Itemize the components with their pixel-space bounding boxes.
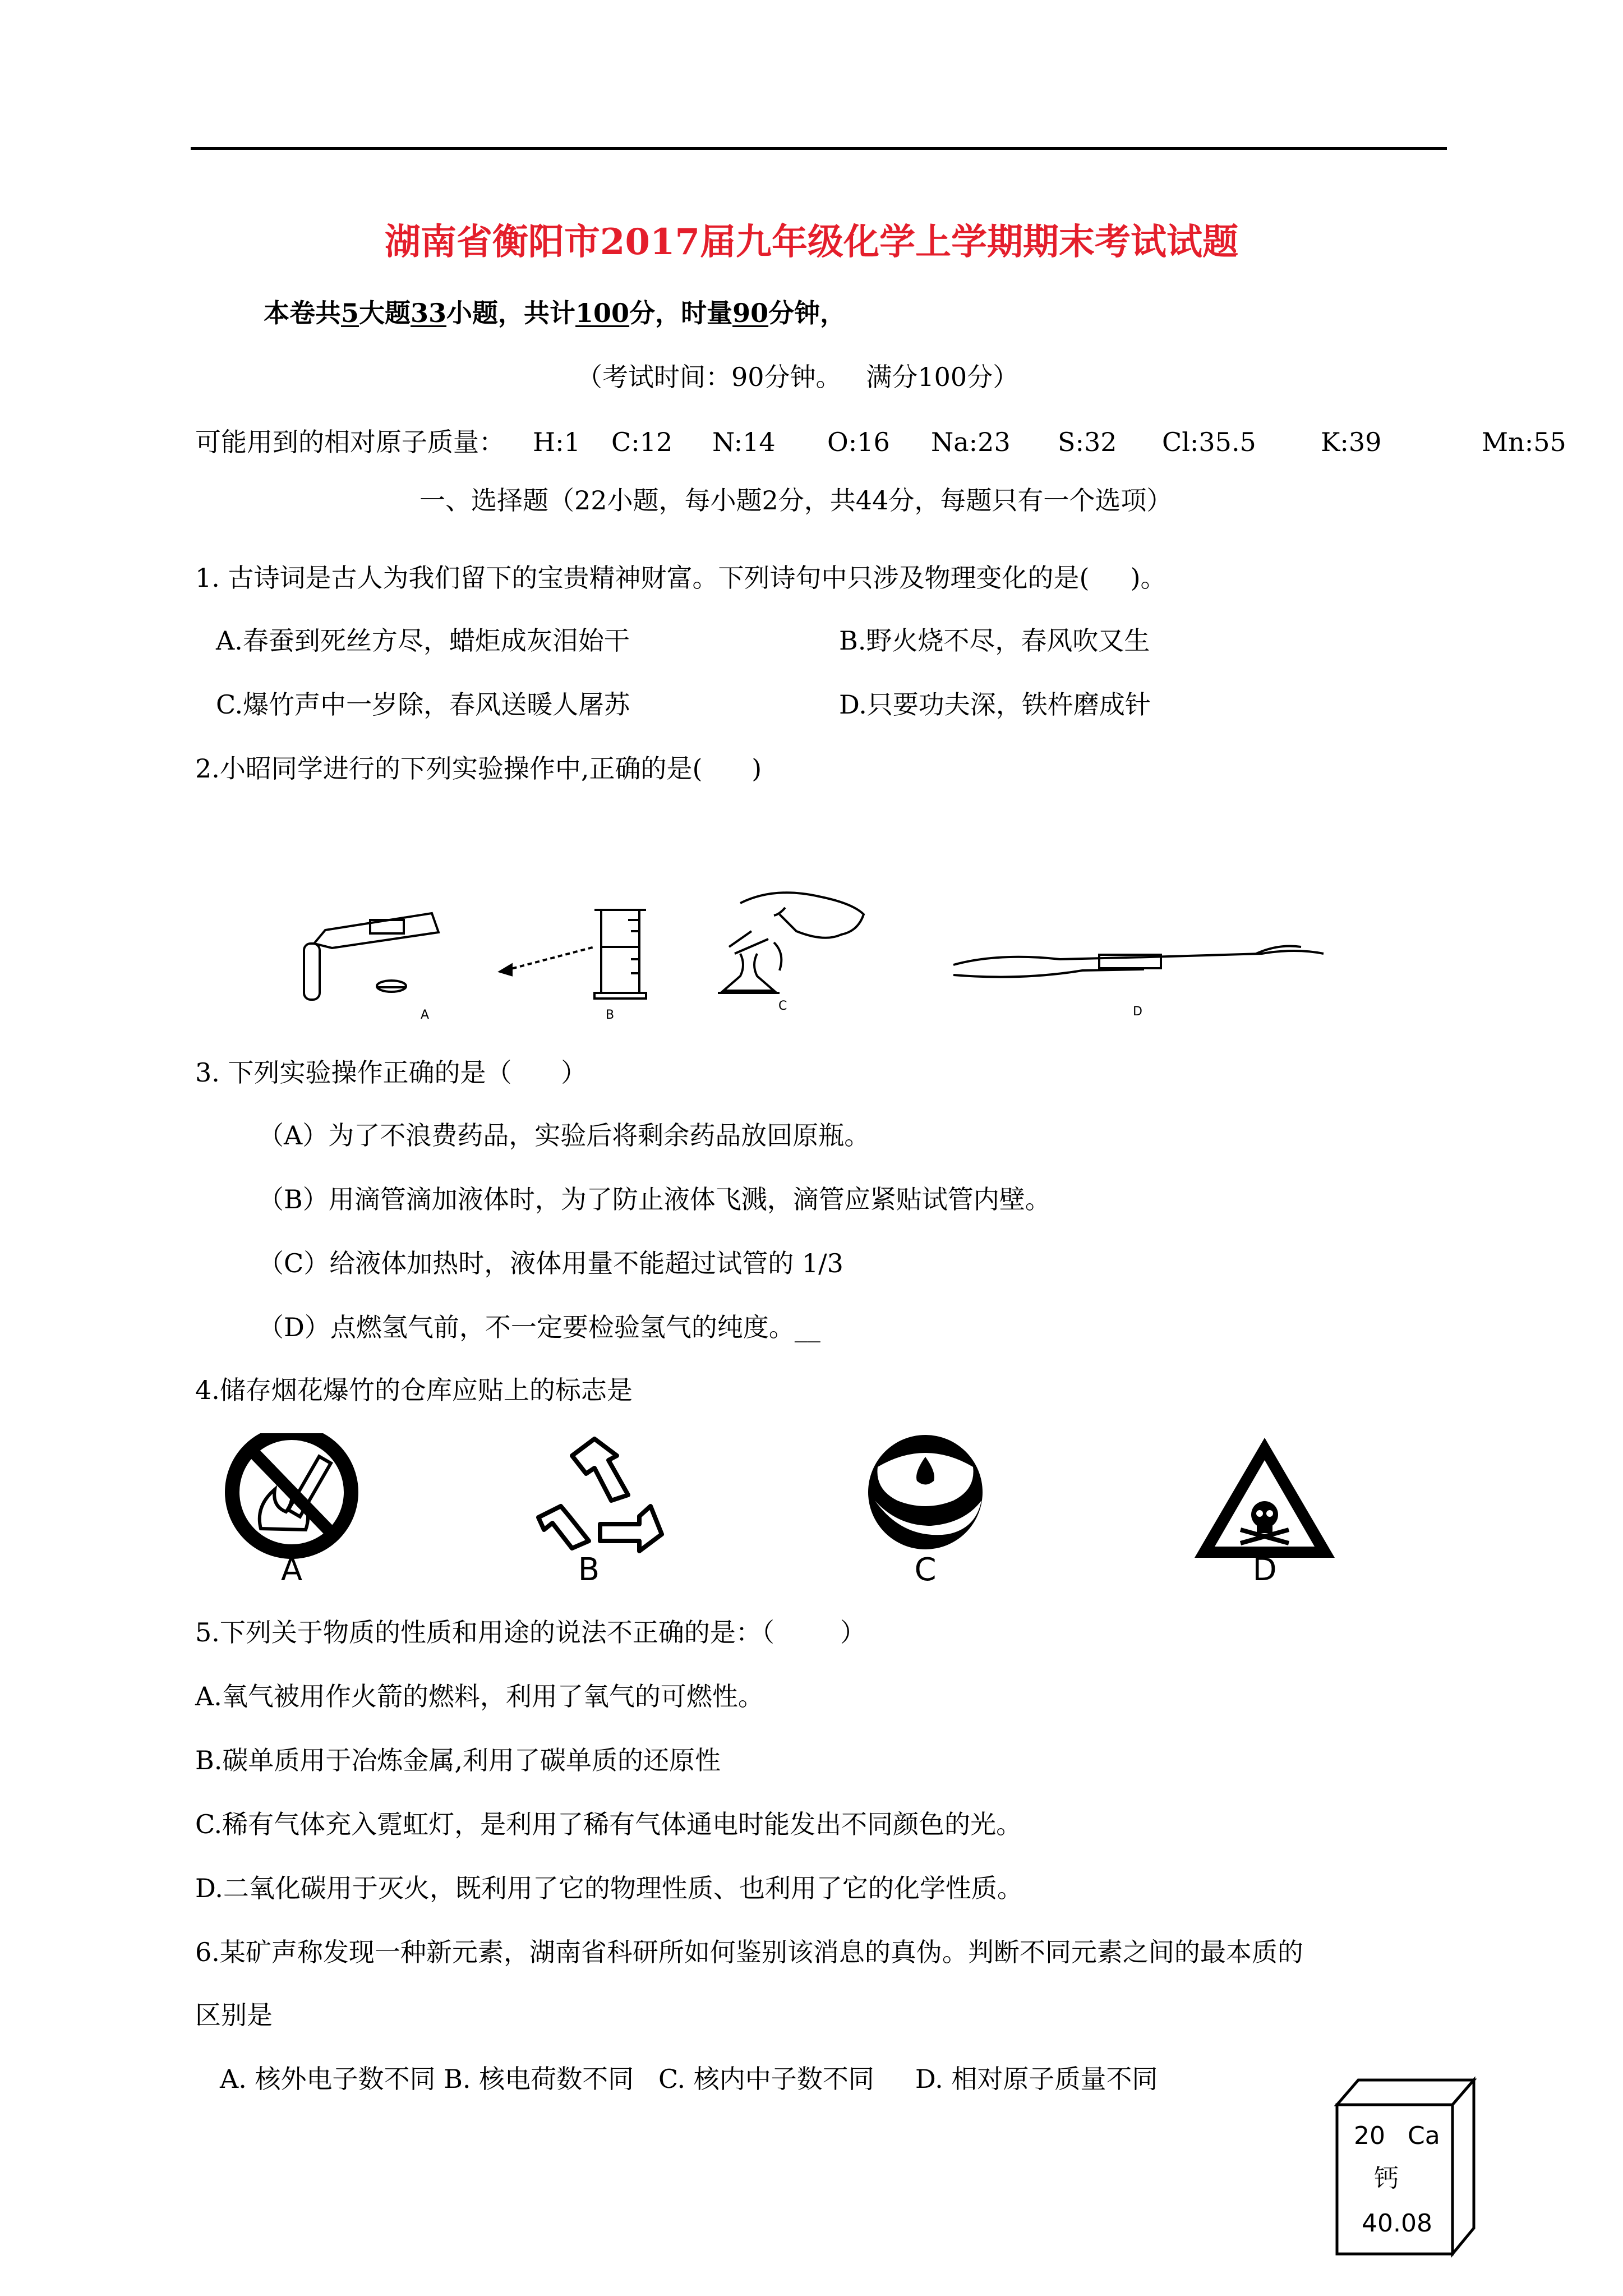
intro-text: 小题，共计 <box>446 298 576 328</box>
q1-option-c: C.爆竹声中一岁除，春风送暖人屠苏 <box>216 689 630 720</box>
header-rule <box>191 147 1447 150</box>
atomic-masses-label: 可能用到的相对原子质量： <box>195 427 505 457</box>
safety-signs-figure <box>202 1433 1346 1585</box>
q3-option-b: （B）用滴管滴加液体时，为了防止液体飞溅，滴管应紧贴试管内壁。 <box>258 1184 1051 1214</box>
page-title: 湖南省衡阳市2017届九年级化学上学期期末考试试题 <box>384 221 1239 263</box>
figure-b-cylinder <box>500 909 646 999</box>
exam-info: （考试时间：90分钟。 满分100分） <box>577 362 1019 392</box>
mass-c: C:12 <box>611 427 673 457</box>
q3-option-c: （C）给液体加热时，液体用量不能超过试管的 1/3 <box>258 1248 843 1278</box>
mass-mn: Mn:55 <box>1482 427 1566 457</box>
q6-stem-line2: 区别是 <box>195 2000 273 2030</box>
q3-option-a: （A）为了不浪费药品，实验后将剩余药品放回原瓶。 <box>258 1120 870 1151</box>
intro-num: 5 <box>341 298 359 328</box>
sign-label-b: B <box>578 1552 600 1585</box>
toxic-sign-icon <box>1195 1438 1335 1585</box>
mass-h: H:1 <box>533 427 580 457</box>
mass-cl: Cl:35.5 <box>1162 427 1256 457</box>
element-card <box>1329 2076 1486 2261</box>
figure-c-smelling <box>718 892 864 993</box>
q3-stem: 3. 下列实验操作正确的是（ ） <box>195 1057 587 1088</box>
intro-num: 90 <box>732 298 769 328</box>
q3-option-d: （D）点燃氢气前，不一定要检验氢气的纯度。__ <box>258 1312 820 1342</box>
q5-option-b: B.碳单质用于冶炼金属,利用了碳单质的还原性 <box>195 1745 721 1775</box>
figure-a-pouring <box>304 913 439 1000</box>
intro-line <box>264 296 846 330</box>
q1-stem: 1. 古诗词是古人为我们留下的宝贵精神财富。下列诗句中只涉及物理变化的是( )。 <box>195 563 1166 593</box>
mass-s: S:32 <box>1058 427 1117 457</box>
q5-option-c: C.稀有气体充入霓虹灯，是利用了稀有气体通电时能发出不同颜色的光。 <box>195 1809 1022 1839</box>
q1-option-b: B.野火烧不尽，春风吹又生 <box>839 625 1150 656</box>
intro-text: 大题 <box>359 298 411 328</box>
q4-stem: 4.储存烟花爆竹的仓库应贴上的标志是 <box>195 1375 633 1405</box>
q6-stem-line1: 6.某矿声称发现一种新元素，湖南省科研所如何鉴别该消息的真伪。判断不同元素之间的最本质的 <box>195 1937 1303 1967</box>
atomic-masses <box>195 425 505 459</box>
intro-num: 100 <box>575 298 630 328</box>
mass-k: K:39 <box>1321 427 1382 457</box>
figure-label-c: C <box>778 999 787 1013</box>
recycle-sign-icon <box>538 1439 662 1585</box>
figure-d-tube <box>953 946 1324 977</box>
mass-o: O:16 <box>827 427 890 457</box>
intro-text: 分，时量 <box>629 298 733 328</box>
figure-label-d: D <box>1133 1005 1142 1019</box>
q2-stem: 2.小昭同学进行的下列实验操作中,正确的是( ) <box>195 753 762 784</box>
figure-label-b: B <box>606 1008 615 1021</box>
intro-num: 33 <box>411 298 447 328</box>
q1-option-a: A.春蚕到死丝方尽，蜡炬成灰泪始干 <box>216 625 630 656</box>
element-mass: 40.08 <box>1362 2209 1432 2238</box>
element-number: 20 <box>1354 2122 1385 2150</box>
q5-option-a: A.氧气被用作火箭的燃料，利用了氧气的可燃性。 <box>195 1681 764 1711</box>
mass-na: Na:23 <box>931 427 1011 457</box>
q5-stem: 5.下列关于物质的性质和用途的说法不正确的是：（ ） <box>195 1617 866 1648</box>
corrosive-sign-icon <box>868 1435 983 1585</box>
q6-options: A. 核外电子数不同 B. 核电荷数不同 C. 核内中子数不同 D. 相对原子质量不同 <box>220 2064 1158 2094</box>
no-fire-sign-icon <box>232 1433 351 1585</box>
q5-option-d: D.二氧化碳用于灭火，既利用了它的物理性质、也利用了它的化学性质。 <box>195 1873 1023 1903</box>
figure-label-a: A <box>421 1008 430 1021</box>
q1-option-d: D.只要功夫深，铁杵磨成针 <box>839 689 1151 720</box>
sign-label-d: D <box>1252 1552 1277 1585</box>
element-name: 钙 <box>1374 2164 1399 2193</box>
mass-n: N:14 <box>712 427 776 457</box>
intro-text: 本卷共 <box>264 298 341 328</box>
lab-operations-figure <box>292 881 1329 1021</box>
element-symbol: Ca <box>1408 2122 1440 2150</box>
sign-label-a: A <box>280 1552 303 1585</box>
section-heading: 一、选择题（22小题，每小题2分，共44分，每题只有一个选项） <box>419 485 1173 516</box>
sign-label-c: C <box>914 1552 937 1585</box>
intro-text: 分钟， <box>768 298 846 328</box>
